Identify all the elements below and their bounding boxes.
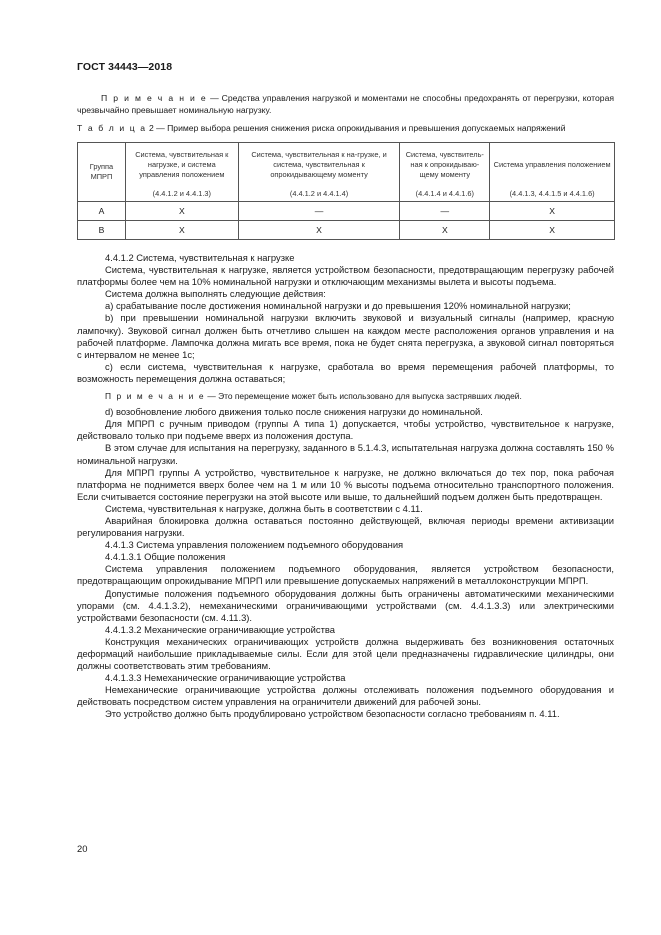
page-number: 20 [77,843,88,854]
table-header-cell: Группа МПРП [78,143,126,202]
paragraph: Для МПРП группы А устройство, чувствительное к нагрузке, не должно включаться до тех пор, пока рабочая платформа не поднимется вверх более чем на 1 м или 10 % высоты подъема относительно транспортного положения. Если считывается состояние перегрузки на этой высоте или выше, то дальнейший подъем должен быть предотвращен. [77,466,614,502]
table-header-row [78,143,615,188]
table-header-cell: Система, чувствительная к нагрузке, и система управления положением [125,143,238,188]
table-cell: Х [125,221,238,240]
table-cell: Х [400,221,490,240]
standard-header: ГОСТ 34443—2018 [77,61,173,73]
table-cell: — [400,202,490,221]
table-header-cell: Система, чувствительная к на-грузке, и система, чувствительная к опрокидывающему моменту [238,143,400,188]
section-heading: 4.4.1.3.3 Немеханические ограничивающие устройства [105,672,346,684]
table-cell: Х [125,202,238,221]
table-cell: — [238,202,400,221]
table-header-cell: Система, чувствитель-ная к опрокидываю-щему моменту [400,143,490,188]
note-paragraph [77,92,614,116]
paragraph: Система должна выполнять следующие действия: [105,288,326,300]
table-cell: Х [238,221,400,240]
list-item: b) при превышении номинальной нагрузки включить звуковой и визуальный сигналы (например, красную лампочку). Звуковой сигнал должен быть отчетливо слышен на каждом месте расположения органов управления и на рабочей платформе. Лампочка должна мигать все время, пока не будет снята перегрузка, а звуковой сигнал повторяться с интервалом не менее 1с; [77,312,614,360]
note-text: — Средства управления нагрузкой и моментами не способны предохранять от перегрузки, которая чрезвычайно превышает номинальную нагрузку. [77,93,614,115]
table-caption-label: Т а б л и ц а [77,123,147,133]
table-cell: А [78,202,126,221]
table-ref-cell: (4.4.1.3, 4.4.1.5 и 4.4.1.6) [490,187,615,202]
paragraph: Система, чувствительная к нагрузке, является устройством безопасности, предотвращающим перегрузку рабочей платформы более чем на 10% номинальной нагрузки и отключающим механизмы вылета и высоты подъема. [77,264,614,288]
section-heading: 4.4.1.3 Система управления положением подъемного оборудования [105,539,404,551]
table-ref-cell: (4.4.1.2 и 4.4.1.3) [125,187,238,202]
section-heading: 4.4.1.3.1 Общие положения [105,551,226,563]
note-label: П р и м е ч а н и е [101,93,208,103]
table-ref-cell: (4.4.1.2 и 4.4.1.4) [238,187,400,202]
body-text [77,252,614,721]
section-heading: 4.4.1.3.2 Механические ограничивающие устройства [105,623,335,635]
table-row [78,202,615,221]
table-header-cell: Система управления положением [490,143,615,188]
paragraph: Это устройство должно быть продублировано устройством безопасности согласно требованиям п. 4.11. [105,708,560,720]
paragraph: Для МПРП с ручным приводом (группы А типа 1) допускается, чтобы устройство, чувствительное к нагрузке, действовало только при подъеме вверх из положения доступа. [77,418,614,442]
paragraph: Немеханические ограничивающие устройства должны отслеживать положения подъемного оборудования и действовать посредством систем управления на ограничители движений для рабочей зоны. [77,684,614,708]
table-cell: В [78,221,126,240]
selection-table [77,142,615,240]
table-cell: Х [490,221,615,240]
paragraph: Конструкция механических ограничивающих устройств должна выдерживать без возникновения остаточных деформаций наибольшие прикладываемые силы. Если для этой цели предназначены гидравлические цилиндры, они должны соответствовать этим требованиям. [77,635,614,672]
list-item: d) возобновление любого движения только после снижения нагрузки до номинальной. [105,406,483,418]
table-ref-row [78,187,615,202]
table-cell: Х [490,202,615,221]
table-caption [77,123,617,133]
paragraph: Система, чувствительная к нагрузке, должна быть в соответствии с 4.11. [105,502,423,514]
note-text: — Это перемещение может быть использовано для выпуска застрявших людей. [205,391,522,402]
list-item: а) срабатывание после достижения номинальной нагрузки и до превышения 120% номинальной нагрузки; [105,300,571,312]
section-heading: 4.4.1.2 Система, чувствительная к нагрузке [105,252,295,263]
note-label: П р и м е ч а н и е [105,391,206,402]
table-row [78,221,615,240]
paragraph: Допустимые положения подъемного оборудования должны быть ограничены автоматическими механическими упорами (см. 4.4.1.3.2), немеханическими ограничивающими устройствами (см. 4.4.1.3.3) или электрическими устройствами безопасности (см. 4.11.3). [77,587,614,623]
paragraph: Аварийная блокировка должна оставаться постоянно действующей, включая периоды времени активизации регулирования нагрузки. [77,514,614,539]
paragraph: В этом случае для испытания на перегрузку, заданного в 5.1.4.3, испытательная нагрузка должна составлять 150 % номинальной нагрузки. [77,442,614,466]
table-caption-text: 2 — Пример выбора решения снижения риска опрокидывания и превышения допускаемых напряжений [146,123,566,133]
paragraph: Система управления положением подъемного оборудования, является устройством безопасности, предотвращающим опрокидывание МПРП или превышение допускаемых напряжений в металлоконструкции МПРП. [77,563,614,587]
list-item: с) если система, чувствительная к нагрузке, сработала во время перемещения рабочей платформы, то возможность перемещения должна оставаться; [77,360,614,384]
note-paragraph [77,390,614,402]
table-ref-cell: (4.4.1.4 и 4.4.1.6) [400,187,490,202]
